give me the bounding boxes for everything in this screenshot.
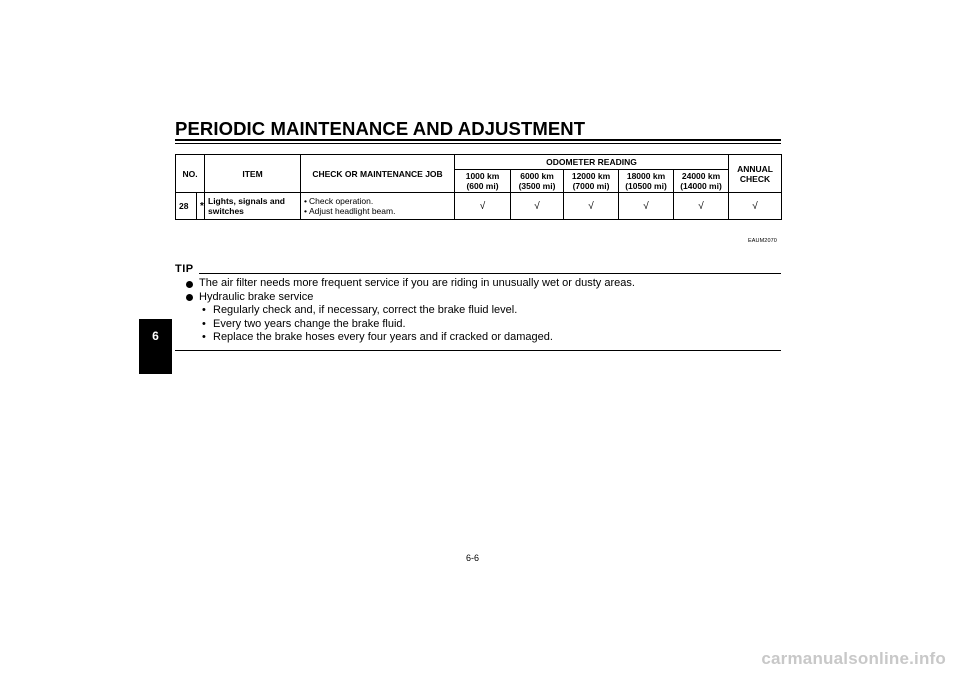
- page-number: 6-6: [466, 553, 480, 563]
- odo-km: 1000 km: [465, 171, 500, 181]
- sub-bullet-icon: •: [202, 317, 206, 330]
- tip-item: [185, 277, 775, 291]
- odo-mi: (600 mi): [466, 181, 499, 191]
- header-odo-4: [619, 170, 674, 193]
- table-header-row: [176, 155, 782, 170]
- row-number: 28: [176, 193, 197, 220]
- chapter-number: 6: [152, 329, 159, 343]
- tip-sub-item: [185, 331, 775, 345]
- sub-bullet-icon: •: [202, 304, 206, 317]
- check-mark: √: [674, 193, 729, 220]
- tip-sub-item: [185, 318, 775, 332]
- header-item: ITEM: [205, 155, 301, 193]
- tip-body: [185, 277, 775, 345]
- odo-mi: (7000 mi): [572, 181, 610, 191]
- check-mark: √: [729, 193, 782, 220]
- check-mark: √: [511, 193, 564, 220]
- maintenance-table: [175, 154, 782, 220]
- header-no: NO.: [176, 155, 205, 193]
- header-job: CHECK OR MAINTENANCE JOB: [301, 155, 455, 193]
- tip-sub-item-text: Replace the brake hoses every four years and if cracked or damaged.: [213, 331, 553, 344]
- title-rule-thin: [175, 143, 781, 144]
- bullet-icon: [186, 281, 193, 288]
- odo-km: 18000 km: [626, 171, 666, 181]
- check-mark: √: [619, 193, 674, 220]
- tip-sub-item: [185, 304, 775, 318]
- odo-km: 6000 km: [520, 171, 554, 181]
- tip-rule-top: [199, 273, 781, 274]
- tip-rule-bottom: [175, 350, 781, 351]
- odo-mi: (14000 mi): [680, 181, 722, 191]
- header-odo-2: [511, 170, 564, 193]
- tip-item-text: Hydraulic brake service: [199, 290, 314, 303]
- watermark: carmanualsonline.info: [761, 649, 946, 668]
- header-odo-5: [674, 170, 729, 193]
- row-job: [301, 193, 455, 220]
- header-annual-label: ANNUAL CHECK: [737, 163, 773, 184]
- page-title: PERIODIC MAINTENANCE AND ADJUSTMENT: [175, 118, 586, 139]
- header-odo-3: [564, 170, 619, 193]
- title-rule: [175, 139, 781, 141]
- check-mark: √: [564, 193, 619, 220]
- odo-km: 24000 km: [681, 171, 721, 181]
- row-item: Lights, signals and switches: [205, 193, 301, 220]
- header-odo-1: [455, 170, 511, 193]
- tip-item: [185, 291, 775, 305]
- tip-label: TIP: [175, 263, 194, 275]
- row-asterisk: *: [197, 193, 205, 220]
- header-annual: [729, 155, 782, 193]
- odo-km: 12000 km: [571, 171, 611, 181]
- odo-mi: (10500 mi): [625, 181, 667, 191]
- table-row: [176, 193, 782, 220]
- bullet-icon: [186, 294, 193, 301]
- chapter-tab: [139, 319, 172, 374]
- tip-sub-item-text: Every two years change the brake fluid.: [213, 317, 406, 330]
- job-line: • Check operation.: [304, 196, 451, 206]
- odo-mi: (3500 mi): [518, 181, 556, 191]
- reference-code: EAUM2070: [748, 238, 777, 244]
- tip-item-text: The air filter needs more frequent service if you are riding in unusually wet or dusty areas.: [199, 277, 635, 289]
- header-odometer: ODOMETER READING: [455, 155, 729, 170]
- check-mark: √: [455, 193, 511, 220]
- sub-bullet-icon: •: [202, 331, 206, 344]
- tip-sub-item-text: Regularly check and, if necessary, correct the brake fluid level.: [213, 304, 518, 317]
- job-line: • Adjust headlight beam.: [304, 206, 451, 216]
